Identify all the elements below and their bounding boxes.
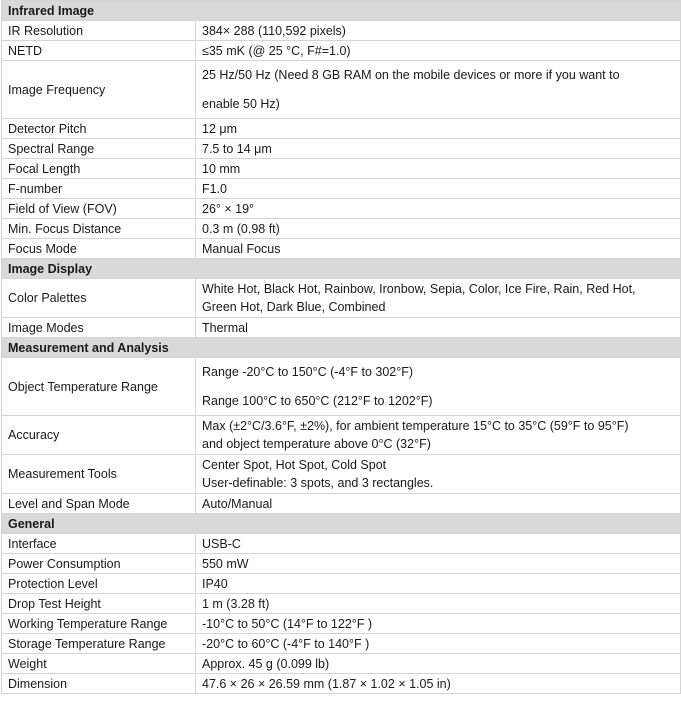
spec-label: Dimension [2, 674, 196, 694]
spec-value: 550 mW [196, 554, 681, 574]
spec-label: Protection Level [2, 574, 196, 594]
section-header-infrared-image [2, 1, 681, 21]
spec-value-line: White Hot, Black Hot, Rainbow, Ironbow, Sepia, Color, Ice Fire, Rain, Red Hot, [202, 282, 636, 296]
spec-value: F1.0 [196, 179, 681, 199]
spec-label: Color Palettes [2, 279, 196, 318]
spec-row-field-of-view [2, 199, 681, 219]
spec-label: Image Modes [2, 318, 196, 338]
spec-value: 26° × 19° [196, 199, 681, 219]
spec-label: Detector Pitch [2, 119, 196, 139]
section-header-measurement-and-analysis [2, 338, 681, 358]
spec-value: 7.5 to 14 μm [196, 139, 681, 159]
spec-value: Manual Focus [196, 239, 681, 259]
section-header-image-display [2, 259, 681, 279]
spec-label: Object Temperature Range [2, 358, 196, 416]
spec-row-power-consumption [2, 554, 681, 574]
spec-value-line: and object temperature above 0°C (32°F) [202, 437, 431, 451]
spec-value: Auto/Manual [196, 494, 681, 514]
spec-value-line: Green Hot, Dark Blue, Combined [202, 300, 386, 314]
spec-value: 10 mm [196, 159, 681, 179]
spec-value [196, 416, 681, 455]
spec-label: Accuracy [2, 416, 196, 455]
spec-value: Thermal [196, 318, 681, 338]
section-title: General [2, 514, 681, 534]
spec-row-focus-mode [2, 239, 681, 259]
spec-row-interface [2, 534, 681, 554]
spec-value: 0.3 m (0.98 ft) [196, 219, 681, 239]
spec-label: NETD [2, 41, 196, 61]
spec-row-detector-pitch [2, 119, 681, 139]
spec-row-ir-resolution [2, 21, 681, 41]
spec-value [196, 61, 681, 119]
spec-label: Interface [2, 534, 196, 554]
spec-label: Weight [2, 654, 196, 674]
spec-value-line: User-definable: 3 spots, and 3 rectangles. [202, 476, 434, 490]
spec-row-focal-length [2, 159, 681, 179]
spec-value-line: 25 Hz/50 Hz (Need 8 GB RAM on the mobile devices or more if you want to [202, 68, 620, 82]
spec-label: Focal Length [2, 159, 196, 179]
spec-value: USB-C [196, 534, 681, 554]
spec-value: 1 m (3.28 ft) [196, 594, 681, 614]
spec-row-min-focus-distance [2, 219, 681, 239]
spec-label: Spectral Range [2, 139, 196, 159]
spec-row-level-and-span-mode [2, 494, 681, 514]
spec-value-line: Center Spot, Hot Spot, Cold Spot [202, 458, 387, 472]
spec-value: Approx. 45 g (0.099 lb) [196, 654, 681, 674]
spec-row-object-temperature-range [2, 358, 681, 416]
spec-row-storage-temperature-range [2, 634, 681, 654]
spec-table [1, 0, 681, 694]
spec-value: -10°C to 50°C (14°F to 122°F ) [196, 614, 681, 634]
spec-label: Field of View (FOV) [2, 199, 196, 219]
spec-value-line: Range 100°C to 650°C (212°F to 1202°F) [202, 394, 433, 408]
spec-row-color-palettes [2, 279, 681, 318]
section-header-general [2, 514, 681, 534]
spec-label: Measurement Tools [2, 455, 196, 494]
spec-value: -20°C to 60°C (-4°F to 140°F ) [196, 634, 681, 654]
spec-value-line: Max (±2°C/3.6°F, ±2%), for ambient temperature 15°C to 35°C (59°F to 95°F) [202, 419, 629, 433]
spec-label: Focus Mode [2, 239, 196, 259]
spec-row-drop-test-height [2, 594, 681, 614]
spec-value: 384× 288 (110,592 pixels) [196, 21, 681, 41]
spec-value: ≤35 mK (@ 25 °C, F#=1.0) [196, 41, 681, 61]
spec-value [196, 279, 681, 318]
spec-label: F-number [2, 179, 196, 199]
spec-label: Min. Focus Distance [2, 219, 196, 239]
spec-row-spectral-range [2, 139, 681, 159]
spec-value: 12 μm [196, 119, 681, 139]
spec-value: 47.6 × 26 × 26.59 mm (1.87 × 1.02 × 1.05 in) [196, 674, 681, 694]
spec-row-dimension [2, 674, 681, 694]
section-title: Infrared Image [2, 1, 681, 21]
spec-row-working-temperature-range [2, 614, 681, 634]
spec-row-netd [2, 41, 681, 61]
section-title: Measurement and Analysis [2, 338, 681, 358]
spec-label: Power Consumption [2, 554, 196, 574]
spec-value [196, 455, 681, 494]
spec-label: Storage Temperature Range [2, 634, 196, 654]
spec-row-image-frequency [2, 61, 681, 119]
spec-label: Image Frequency [2, 61, 196, 119]
spec-label: Working Temperature Range [2, 614, 196, 634]
spec-row-weight [2, 654, 681, 674]
spec-row-protection-level [2, 574, 681, 594]
section-title: Image Display [2, 259, 681, 279]
spec-value: IP40 [196, 574, 681, 594]
spec-value [196, 358, 681, 416]
spec-label: Drop Test Height [2, 594, 196, 614]
spec-row-measurement-tools [2, 455, 681, 494]
spec-label: IR Resolution [2, 21, 196, 41]
spec-row-f-number [2, 179, 681, 199]
spec-row-accuracy [2, 416, 681, 455]
spec-value-line: enable 50 Hz) [202, 97, 280, 111]
spec-row-image-modes [2, 318, 681, 338]
spec-label: Level and Span Mode [2, 494, 196, 514]
spec-value-line: Range -20°C to 150°C (-4°F to 302°F) [202, 365, 414, 379]
